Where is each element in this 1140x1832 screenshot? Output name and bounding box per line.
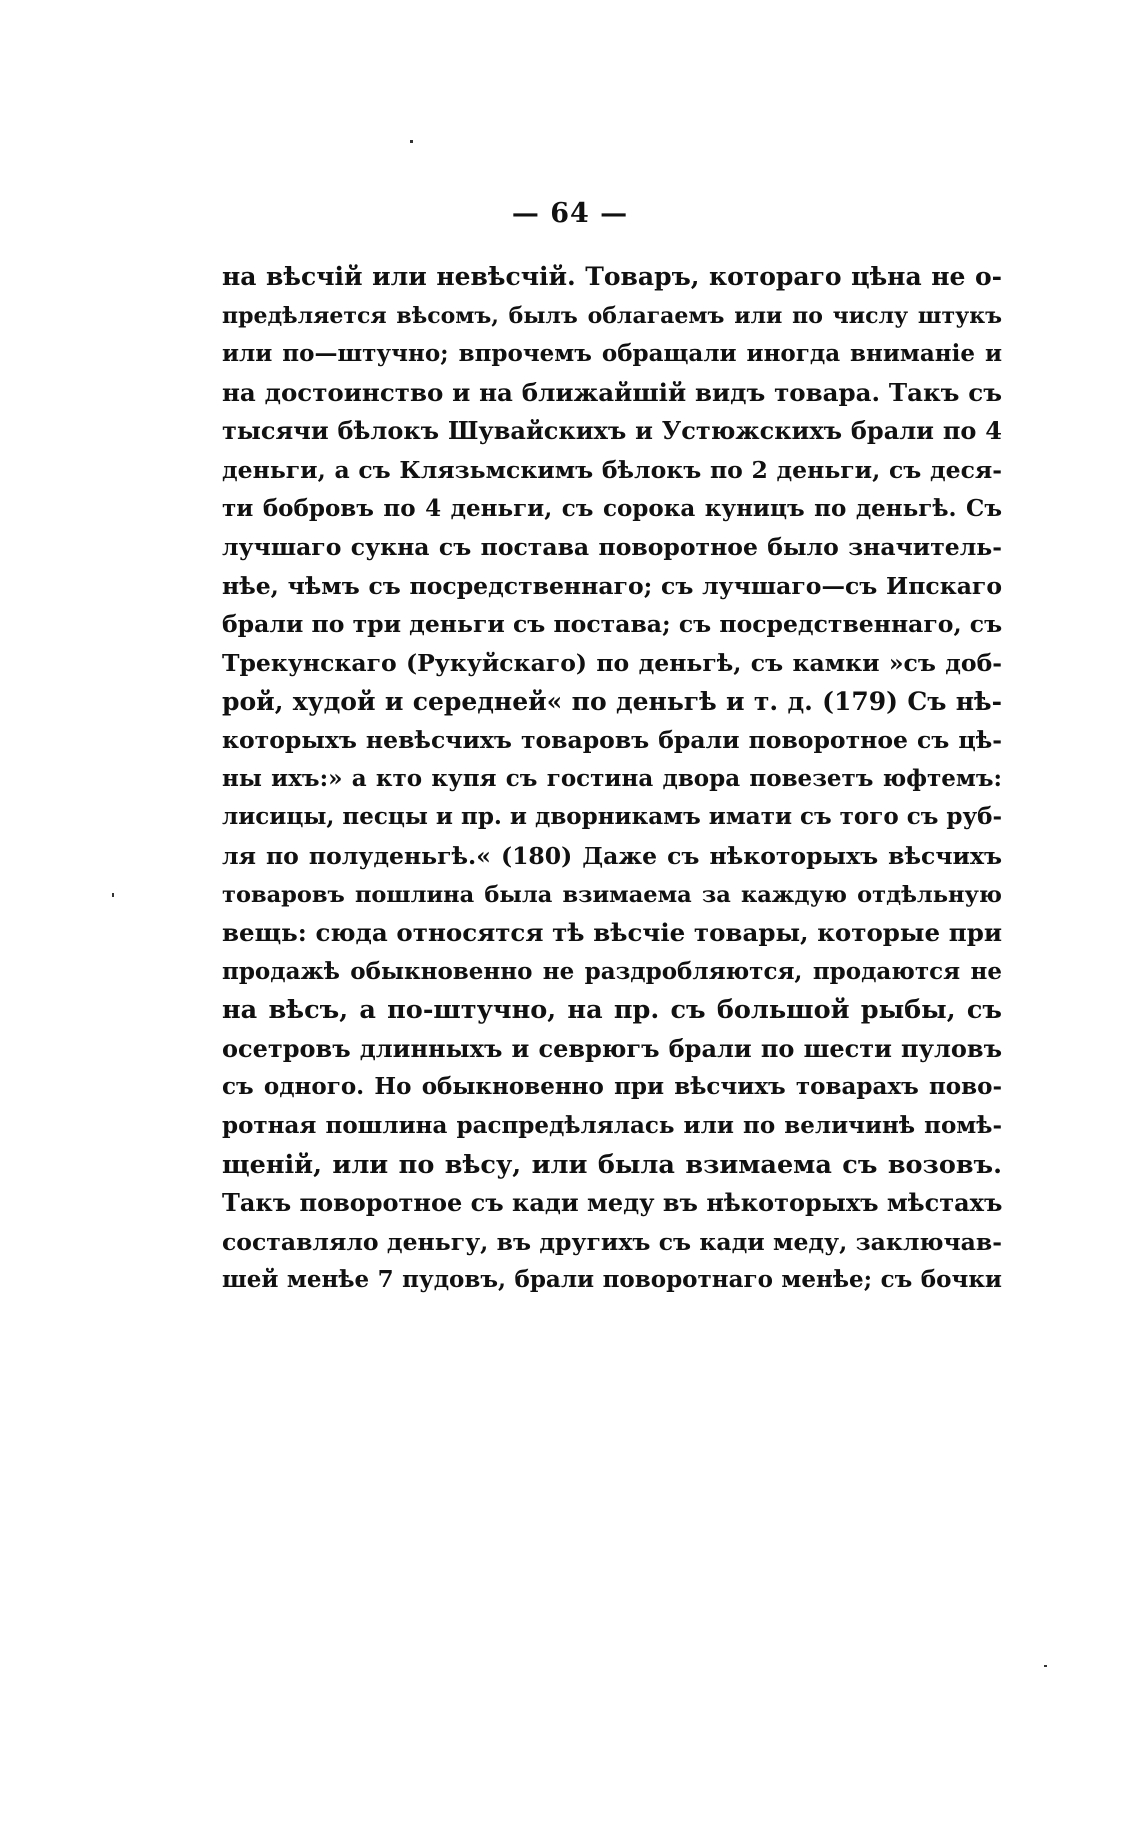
scan-speck [1044,1665,1047,1667]
text-line: деньги, а съ Клязьмскимъ бѣлокъ по 2 деньги, съ деся- [222,455,1002,484]
text-line: на вѣсчій или невѣсчій. Товаръ, котораго цѣна не о- [222,262,1002,291]
text-line: осетровъ длинныхъ и севрюгъ брали по шести пуловъ [222,1033,1002,1063]
text-line: тысячи бѣлокъ Шувайскихъ и Устюжскихъ брали по 4 [222,416,1002,446]
text-line: брали по три деньги съ постава; съ посредственнаго, съ [222,610,1003,639]
scan-speck [112,893,114,897]
text-line: на вѣсъ, а по-штучно, на пр. съ большой рыбы, съ [222,995,1002,1026]
text-line: Трекунскаго (Рукуйскаго) по деньгѣ, съ камки »съ доб- [222,648,1002,677]
body-text [222,258,1002,1300]
text-line: на достоинство и на ближайшій видъ товара. Такъ съ [222,377,1002,407]
text-line: лисицы, песцы и пр. и дворникамъ имати съ того съ руб- [222,803,1003,831]
text-line: ротная пошлина распредѣлялась или по величинѣ помѣ- [222,1112,1002,1140]
text-line: или по—штучно; впрочемъ обращали иногда вниманіе и [222,340,1002,368]
scan-speck [410,140,413,143]
page-number: — 64 — [511,198,629,229]
text-line: съ одного. Но обыкновенно при вѣсчихъ товарахъ пово- [222,1073,1002,1101]
text-line: составляло деньгу, въ другихъ съ кади меду, заключав- [222,1227,1002,1256]
text-line: щеній, или по вѣсу, или была взимаема съ возовъ. [222,1149,1002,1180]
text-line: Такъ поворотное съ кади меду въ нѣкоторыхъ мѣстахъ [222,1188,1003,1218]
text-line: продажѣ обыкновенно не раздробляются, продаются не [222,957,1002,985]
text-line: предѣляется вѣсомъ, былъ облагаемъ или по числу штукъ [222,302,1002,329]
text-line: шей менѣе 7 пудовъ, брали поворотнаго менѣе; съ бочки [222,1266,1002,1294]
text-line: нѣе, чѣмъ съ посредственнаго; съ лучшаго—съ Ипскаго [222,571,1002,600]
text-line: ля по полуденьгѣ.« (180) Даже съ нѣкоторыхъ вѣсчихъ [222,841,1002,870]
text-line: ти бобровъ по 4 деньги, съ сорока куницъ по деньгѣ. Съ [222,494,1002,522]
text-line: вещь: сюда относятся тѣ вѣсчіе товары, которые при [222,918,1002,948]
text-line: ны ихъ:» а кто купя съ гостина двора повезетъ юфтемъ: [222,764,1002,792]
text-line: товаровъ пошлина была взимаема за каждую отдѣльную [222,881,1002,908]
text-line: лучшаго сукна съ постава поворотное было значитель- [222,533,1002,562]
text-line: которыхъ невѣсчихъ товаровъ брали поворотное съ цѣ- [222,726,1002,755]
text-line: рой, худой и середней« по деньгѣ и т. д. (179) Съ нѣ- [222,686,1002,716]
